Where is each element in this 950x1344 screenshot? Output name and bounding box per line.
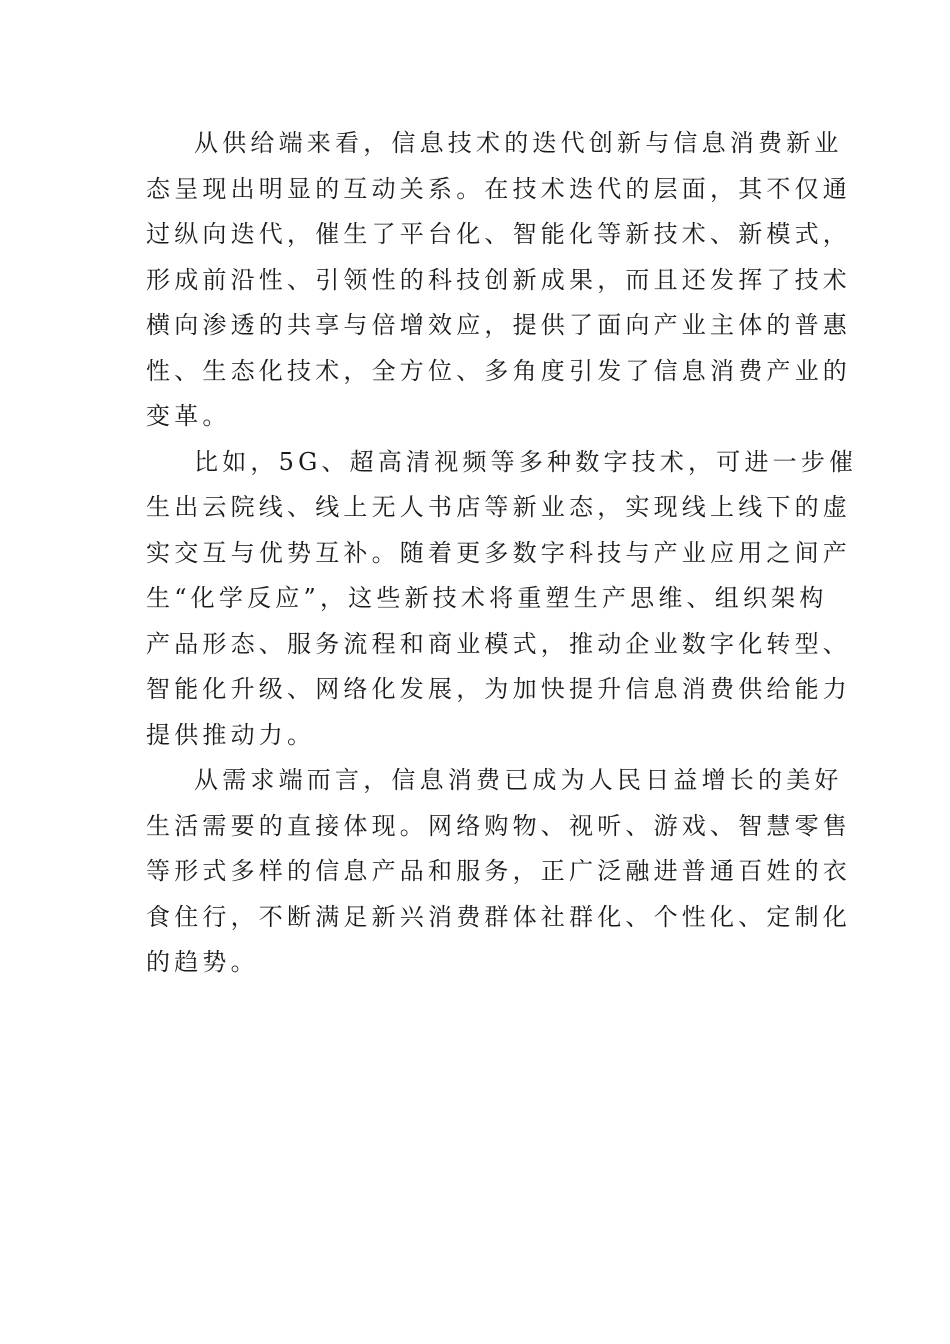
text-line: 从供给端来看，信息技术的迭代创新与信息消费新业	[194, 129, 843, 157]
paragraph-supply-side	[146, 121, 851, 440]
text-line: 态呈现出明显的互动关系。在技术迭代的层面，其不仅通	[146, 174, 851, 203]
document-body	[146, 121, 858, 986]
text-line: 等形式多样的信息产品和服务，正广泛融进普通百姓的衣	[146, 857, 851, 885]
text-line: 产品形态、服务流程和商业模式，推动企业数字化转型、	[146, 629, 851, 658]
text-line: 生“化学反应”，这些新技术将重塑生产思维、组织架构	[146, 584, 828, 612]
text-line: 智能化升级、网络化发展，为加快提升信息消费供给能力	[146, 675, 851, 703]
text-line: 提供推动力。	[146, 720, 316, 749]
text-line: 形成前沿性、引领性的科技创新成果，而且还发挥了技术	[146, 265, 851, 294]
text-line: 比如，5G、超高清视频等多种数字技术，可进一步催	[194, 447, 858, 476]
paragraph-demand-side	[146, 758, 851, 986]
text-line: 生出云院线、线上无人书店等新业态，实现线上线下的虚	[146, 493, 851, 521]
text-line: 横向渗透的共享与倍增效应，提供了面向产业主体的普惠	[146, 311, 851, 339]
text-line: 食住行，不断满足新兴消费群体社群化、个性化、定制化	[146, 902, 851, 931]
text-line: 生活需要的直接体现。网络购物、视听、游戏、智慧零售	[146, 811, 851, 840]
text-line: 过纵向迭代，催生了平台化、智能化等新技术、新模式，	[146, 220, 851, 248]
text-line: 的趋势。	[146, 948, 259, 976]
paragraph-example	[146, 440, 858, 759]
text-line: 从需求端而言，信息消费已成为人民日益增长的美好	[194, 766, 843, 794]
text-line: 变革。	[146, 402, 231, 430]
text-line: 性、生态化技术，全方位、多角度引发了信息消费产业的	[146, 356, 851, 385]
text-line: 实交互与优势互补。随着更多数字科技与产业应用之间产	[146, 538, 851, 567]
